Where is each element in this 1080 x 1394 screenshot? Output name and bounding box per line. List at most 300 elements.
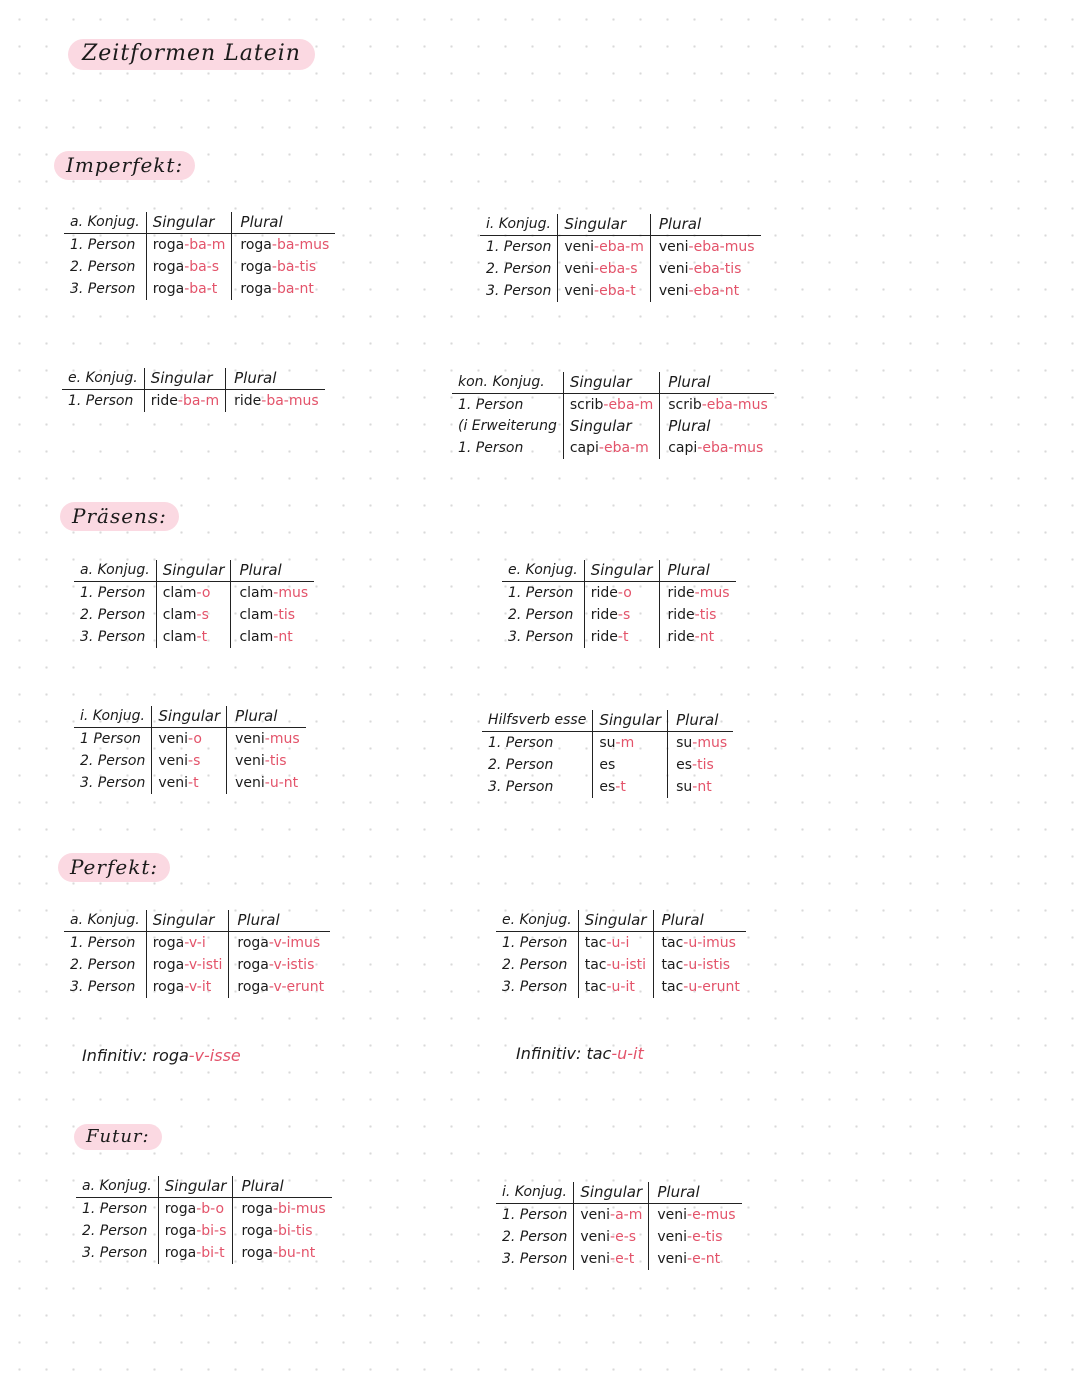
plural-form	[659, 626, 736, 648]
form-ending: -m	[615, 735, 635, 751]
singular-form	[158, 1242, 233, 1264]
singular-form	[152, 728, 227, 751]
plural-header: Plural	[227, 706, 306, 728]
table-row	[480, 236, 761, 259]
form-ending: -u-nt	[264, 775, 299, 791]
form-stem: roga	[152, 979, 185, 995]
table-praesens-i	[74, 706, 306, 794]
table-header-row	[74, 560, 314, 582]
plural-header: Plural	[660, 416, 774, 437]
form-ending: -nt	[692, 779, 712, 795]
table-imperfekt-a	[64, 212, 335, 300]
singular-form	[146, 954, 229, 976]
form-ending: -v-i	[184, 935, 206, 951]
form-stem: veni	[580, 1251, 611, 1267]
form-ending: -mus	[692, 735, 728, 751]
plural-form	[649, 1204, 742, 1227]
table-header-row	[76, 1176, 332, 1198]
plural-form	[227, 750, 306, 772]
table-row	[480, 280, 761, 302]
table-row	[64, 976, 330, 998]
singular-form	[563, 394, 659, 417]
conjugation-label: i. Konjug.	[74, 706, 152, 728]
plural-form	[660, 437, 774, 459]
table-header-row	[62, 368, 325, 390]
form-stem: veni	[158, 731, 189, 747]
person-label: 1. Person	[70, 237, 136, 253]
person-label: 3. Person	[508, 629, 574, 645]
person-label: 2. Person	[486, 261, 552, 277]
singular-header: Singular	[563, 416, 659, 437]
plural-header: Plural	[668, 710, 734, 732]
form-ending: -o	[617, 585, 632, 601]
form-stem: veni	[658, 283, 689, 299]
singular-header: Singular	[158, 1176, 233, 1198]
table-row	[74, 750, 306, 772]
person-label: 1. Person	[70, 935, 136, 951]
table-row	[74, 582, 314, 605]
form-ending: -ba-t	[184, 281, 218, 297]
form-ending: -e-tis	[687, 1229, 723, 1245]
singular-form	[578, 976, 653, 998]
table-row	[74, 626, 314, 648]
plural-form	[668, 732, 734, 755]
form-stem: tac	[584, 979, 607, 995]
form-ending: -ba-nt	[271, 281, 314, 297]
plural-header: Plural	[229, 910, 330, 932]
form-stem: su	[676, 779, 693, 795]
form-stem: roga	[164, 1201, 197, 1217]
form-stem: veni	[580, 1229, 611, 1245]
form-stem: veni	[564, 261, 595, 277]
table-row	[64, 256, 335, 278]
form-stem: ride	[590, 585, 618, 601]
singular-header: Singular	[563, 372, 659, 394]
plural-form	[649, 1248, 742, 1270]
title-highlight	[68, 39, 315, 70]
person-label: 3. Person	[80, 775, 146, 791]
table-row	[496, 1204, 742, 1227]
form-ending: -ba-mus	[271, 237, 330, 253]
form-stem: roga	[241, 1223, 273, 1239]
table-praesens-a	[74, 560, 314, 648]
table-row	[76, 1220, 332, 1242]
conjugation-label: e. Konjug.	[502, 560, 584, 582]
singular-header: Singular	[146, 212, 232, 234]
conjugation-table	[74, 706, 306, 794]
form-ending: -tis	[694, 607, 717, 623]
table-header-row	[452, 416, 774, 437]
form-stem: clam	[239, 607, 274, 623]
person-label: 3. Person	[502, 1251, 568, 1267]
plural-form	[649, 1226, 742, 1248]
form-stem: es	[599, 779, 616, 795]
table-row	[482, 732, 733, 755]
conjugation-table	[62, 368, 325, 412]
singular-form	[144, 390, 225, 413]
person-label: 1. Person	[82, 1201, 148, 1217]
plural-form	[668, 776, 734, 798]
person-label: 1. Person	[486, 239, 552, 255]
form-stem: veni	[658, 261, 689, 277]
person-label: 1. Person	[80, 585, 146, 601]
form-ending: -ba-tis	[271, 259, 317, 275]
plural-header: Plural	[649, 1182, 742, 1204]
plural-form	[227, 728, 306, 751]
conjugation-table	[74, 560, 314, 648]
form-stem: roga	[164, 1223, 197, 1239]
conjugation-label: (i Erweiterung	[458, 418, 557, 434]
form-stem: es	[599, 757, 616, 773]
singular-form	[146, 932, 229, 955]
table-row	[452, 394, 774, 417]
form-ending: -eba-nt	[688, 283, 740, 299]
form-ending: -a-m	[610, 1207, 643, 1223]
table-row	[496, 1248, 742, 1270]
table-praesens-esse	[482, 710, 733, 798]
plural-header: Plural	[650, 214, 760, 236]
form-ending: -bi-s	[196, 1223, 227, 1239]
form-ending: -v-istis	[268, 957, 315, 973]
singular-form	[156, 582, 231, 605]
form-stem: ride	[234, 393, 262, 409]
form-ending: -t	[196, 629, 208, 645]
plural-form	[227, 772, 306, 794]
heading-perfekt: Perfekt:	[58, 853, 170, 882]
table-row	[482, 754, 733, 776]
form-ending: -mus	[273, 585, 309, 601]
heading-futur: Futur:	[74, 1124, 162, 1150]
table-row	[74, 604, 314, 626]
plural-form	[660, 394, 774, 417]
page-title: Zeitformen Latein	[82, 41, 301, 66]
form-stem: capi	[668, 440, 698, 456]
table-row	[496, 976, 746, 998]
conjugation-table	[496, 910, 746, 998]
table-futur-i	[496, 1182, 742, 1270]
form-ending: -ba-mus	[261, 393, 319, 409]
plural-form	[229, 976, 330, 998]
plural-form	[653, 932, 746, 955]
table-row	[76, 1242, 332, 1264]
table-row	[62, 390, 325, 413]
form-stem: veni	[658, 239, 689, 255]
conjugation-label: e. Konjug.	[496, 910, 578, 932]
form-ending: -e-s	[610, 1229, 637, 1245]
form-ending: -eba-m	[603, 397, 654, 413]
conjugation-table	[64, 212, 335, 300]
form-stem: veni	[580, 1207, 611, 1223]
singular-header: Singular	[593, 710, 668, 732]
person-label: 2. Person	[508, 607, 574, 623]
person-label: 3. Person	[82, 1245, 148, 1261]
plural-header: Plural	[659, 560, 736, 582]
conjugation-table	[496, 1182, 742, 1270]
form-stem: ride	[590, 607, 618, 623]
plural-form	[650, 236, 760, 259]
singular-form	[584, 582, 659, 605]
plural-header: Plural	[232, 212, 335, 234]
person-label: 1 Person	[80, 731, 141, 747]
table-row	[74, 728, 306, 751]
form-stem: roga	[152, 259, 185, 275]
form-ending: -e-mus	[687, 1207, 736, 1223]
person-label: 2. Person	[488, 757, 554, 773]
singular-form	[584, 604, 659, 626]
table-header-row	[502, 560, 736, 582]
singular-form	[593, 732, 668, 755]
table-row	[74, 772, 306, 794]
person-label: 3. Person	[488, 779, 554, 795]
person-label: 3. Person	[80, 629, 146, 645]
form-ending: -u-erunt	[683, 979, 740, 995]
form-ending: -tis	[273, 607, 296, 623]
table-imperfekt-i	[480, 214, 761, 302]
form-ending: -tis	[264, 753, 287, 769]
form-stem: veni	[657, 1229, 688, 1245]
form-stem: veni	[657, 1207, 688, 1223]
singular-form	[156, 626, 231, 648]
form-stem: clam	[162, 585, 197, 601]
form-ending: -s	[196, 607, 209, 623]
plural-form	[659, 582, 736, 605]
singular-header: Singular	[574, 1182, 649, 1204]
person-label: 3. Person	[70, 979, 136, 995]
conjugation-label: a. Konjug.	[64, 212, 146, 234]
singular-form	[156, 604, 231, 626]
form-stem: veni	[235, 775, 265, 791]
form-ending: -eba-s	[594, 261, 638, 277]
form-ending: -o	[188, 731, 202, 747]
table-row	[496, 954, 746, 976]
singular-form	[563, 437, 659, 459]
table-header-row	[480, 214, 761, 236]
plural-form	[232, 234, 335, 257]
singular-form	[146, 278, 232, 300]
form-stem: roga	[240, 237, 272, 253]
form-ending: -e-t	[610, 1251, 635, 1267]
form-stem: ride	[590, 629, 618, 645]
form-ending: -eba-mus	[697, 440, 764, 456]
form-ending: -v-isti	[184, 957, 223, 973]
table-futur-a	[76, 1176, 332, 1264]
form-ending: -nt	[694, 629, 715, 645]
form-stem: roga	[152, 237, 185, 253]
person-label: 2. Person	[70, 259, 136, 275]
form-stem: tac	[661, 957, 684, 973]
form-ending: -u-i	[606, 935, 630, 951]
person-label: 2. Person	[80, 753, 146, 769]
form-stem: tac	[661, 979, 684, 995]
form-stem: veni	[235, 731, 265, 747]
conjugation-label: kon. Konjug.	[452, 372, 563, 394]
form-stem: roga	[241, 1201, 273, 1217]
infinitive-ending: -v-isse	[188, 1046, 241, 1065]
plural-form	[653, 954, 746, 976]
infinitive-ending: -u-it	[611, 1044, 644, 1063]
form-ending: -ba-m	[184, 237, 226, 253]
singular-form	[558, 280, 651, 302]
form-ending: -u-imus	[683, 935, 736, 951]
form-ending: -eba-tis	[688, 261, 742, 277]
form-ending: -eba-t	[594, 283, 636, 299]
plural-form	[229, 954, 330, 976]
person-label: 2. Person	[82, 1223, 148, 1239]
singular-form	[558, 236, 651, 259]
form-stem: es	[676, 757, 693, 773]
singular-form	[146, 256, 232, 278]
infinitive-label: Infinitiv:	[82, 1046, 148, 1065]
table-header-row	[64, 212, 335, 234]
form-stem: roga	[237, 979, 269, 995]
person-label: 3. Person	[70, 281, 136, 297]
plural-form	[659, 604, 736, 626]
form-stem: roga	[152, 281, 185, 297]
singular-header: Singular	[156, 560, 231, 582]
conjugation-table	[64, 910, 330, 998]
person-label: 1. Person	[502, 935, 568, 951]
person-label: 1. Person	[508, 585, 574, 601]
plural-header: Plural	[231, 560, 314, 582]
form-ending: -b-o	[196, 1201, 225, 1217]
form-ending: -bi-mus	[272, 1201, 326, 1217]
person-label: 3. Person	[502, 979, 568, 995]
singular-form	[593, 754, 668, 776]
table-row	[496, 1226, 742, 1248]
conjugation-label: a. Konjug.	[74, 560, 156, 582]
form-stem: roga	[152, 935, 185, 951]
infinitive-stem: roga	[152, 1046, 189, 1065]
plural-form	[233, 1220, 332, 1242]
singular-header: Singular	[146, 910, 229, 932]
form-stem: scrib	[668, 397, 702, 413]
plural-form	[668, 754, 734, 776]
form-ending: -ba-s	[184, 259, 220, 275]
plural-form	[232, 256, 335, 278]
form-ending: -t	[615, 779, 626, 795]
form-stem: roga	[241, 1245, 273, 1261]
table-row	[76, 1198, 332, 1221]
conjugation-label: a. Konjug.	[64, 910, 146, 932]
table-perfekt-a	[64, 910, 330, 998]
singular-form	[593, 776, 668, 798]
form-ending: -mus	[264, 731, 300, 747]
form-ending: -v-erunt	[268, 979, 325, 995]
person-label: 3. Person	[486, 283, 552, 299]
form-stem: veni	[564, 283, 595, 299]
form-stem: clam	[239, 585, 274, 601]
singular-form	[574, 1226, 649, 1248]
form-ending: -eba-mus	[701, 397, 768, 413]
infinitive-stem: tac	[586, 1044, 612, 1063]
table-header-row	[496, 1182, 742, 1204]
person-label: 1. Person	[458, 397, 524, 413]
form-ending: -t	[617, 629, 629, 645]
plural-form	[232, 278, 335, 300]
form-stem: clam	[239, 629, 274, 645]
plural-header: Plural	[233, 1176, 332, 1198]
form-ending: -u-istis	[683, 957, 731, 973]
table-row	[452, 437, 774, 459]
singular-header: Singular	[584, 560, 659, 582]
form-stem: veni	[158, 775, 189, 791]
table-row	[502, 582, 736, 605]
singular-form	[146, 976, 229, 998]
singular-form	[578, 932, 653, 955]
plural-form	[650, 258, 760, 280]
conjugation-table	[482, 710, 733, 798]
singular-form	[574, 1204, 649, 1227]
form-ending: -u-it	[606, 979, 635, 995]
form-ending: -ba-m	[177, 393, 220, 409]
singular-form	[584, 626, 659, 648]
plural-form	[231, 582, 314, 605]
plural-form	[233, 1242, 332, 1264]
form-stem: ride	[667, 585, 695, 601]
singular-header: Singular	[152, 706, 227, 728]
person-label: 1. Person	[488, 735, 554, 751]
form-stem: clam	[162, 607, 197, 623]
singular-form	[158, 1220, 233, 1242]
heading-praesens: Präsens:	[60, 502, 179, 531]
person-label: 2. Person	[80, 607, 146, 623]
person-label: 1. Person	[68, 393, 134, 409]
form-stem: veni	[657, 1251, 688, 1267]
infinitive-perfekt-a	[82, 1046, 241, 1065]
form-stem: capi	[569, 440, 599, 456]
form-ending: -v-imus	[268, 935, 321, 951]
form-ending: -eba-m	[598, 440, 649, 456]
table-row	[502, 604, 736, 626]
form-stem: veni	[235, 753, 265, 769]
form-ending: -tis	[692, 757, 714, 773]
form-ending: -o	[196, 585, 211, 601]
infinitive-label: Infinitiv:	[516, 1044, 582, 1063]
plural-form	[226, 390, 325, 413]
plural-form	[650, 280, 760, 302]
table-imperfekt-kon	[452, 372, 774, 459]
form-stem: su	[599, 735, 616, 751]
form-ending: -bi-tis	[272, 1223, 313, 1239]
table-header-row	[64, 910, 330, 932]
table-perfekt-e	[496, 910, 746, 998]
plural-form	[229, 932, 330, 955]
person-label: 1. Person	[502, 1207, 568, 1223]
table-header-row	[74, 706, 306, 728]
plural-form	[653, 976, 746, 998]
form-stem: tac	[661, 935, 684, 951]
form-stem: ride	[667, 629, 695, 645]
form-ending: -u-isti	[606, 957, 647, 973]
conjugation-table	[452, 372, 774, 459]
form-stem: clam	[162, 629, 197, 645]
table-row	[64, 932, 330, 955]
conjugation-label: e. Konjug.	[62, 368, 144, 390]
table-row	[64, 278, 335, 300]
form-ending: -s	[617, 607, 631, 623]
table-header-row	[482, 710, 733, 732]
person-label: 2. Person	[502, 957, 568, 973]
singular-header: Singular	[578, 910, 653, 932]
table-row	[64, 954, 330, 976]
table-row	[502, 626, 736, 648]
form-stem: scrib	[569, 397, 604, 413]
form-ending: -t	[188, 775, 199, 791]
form-stem: ride	[150, 393, 178, 409]
form-stem: roga	[240, 259, 272, 275]
form-stem: tac	[584, 957, 607, 973]
person-label: 2. Person	[502, 1229, 568, 1245]
